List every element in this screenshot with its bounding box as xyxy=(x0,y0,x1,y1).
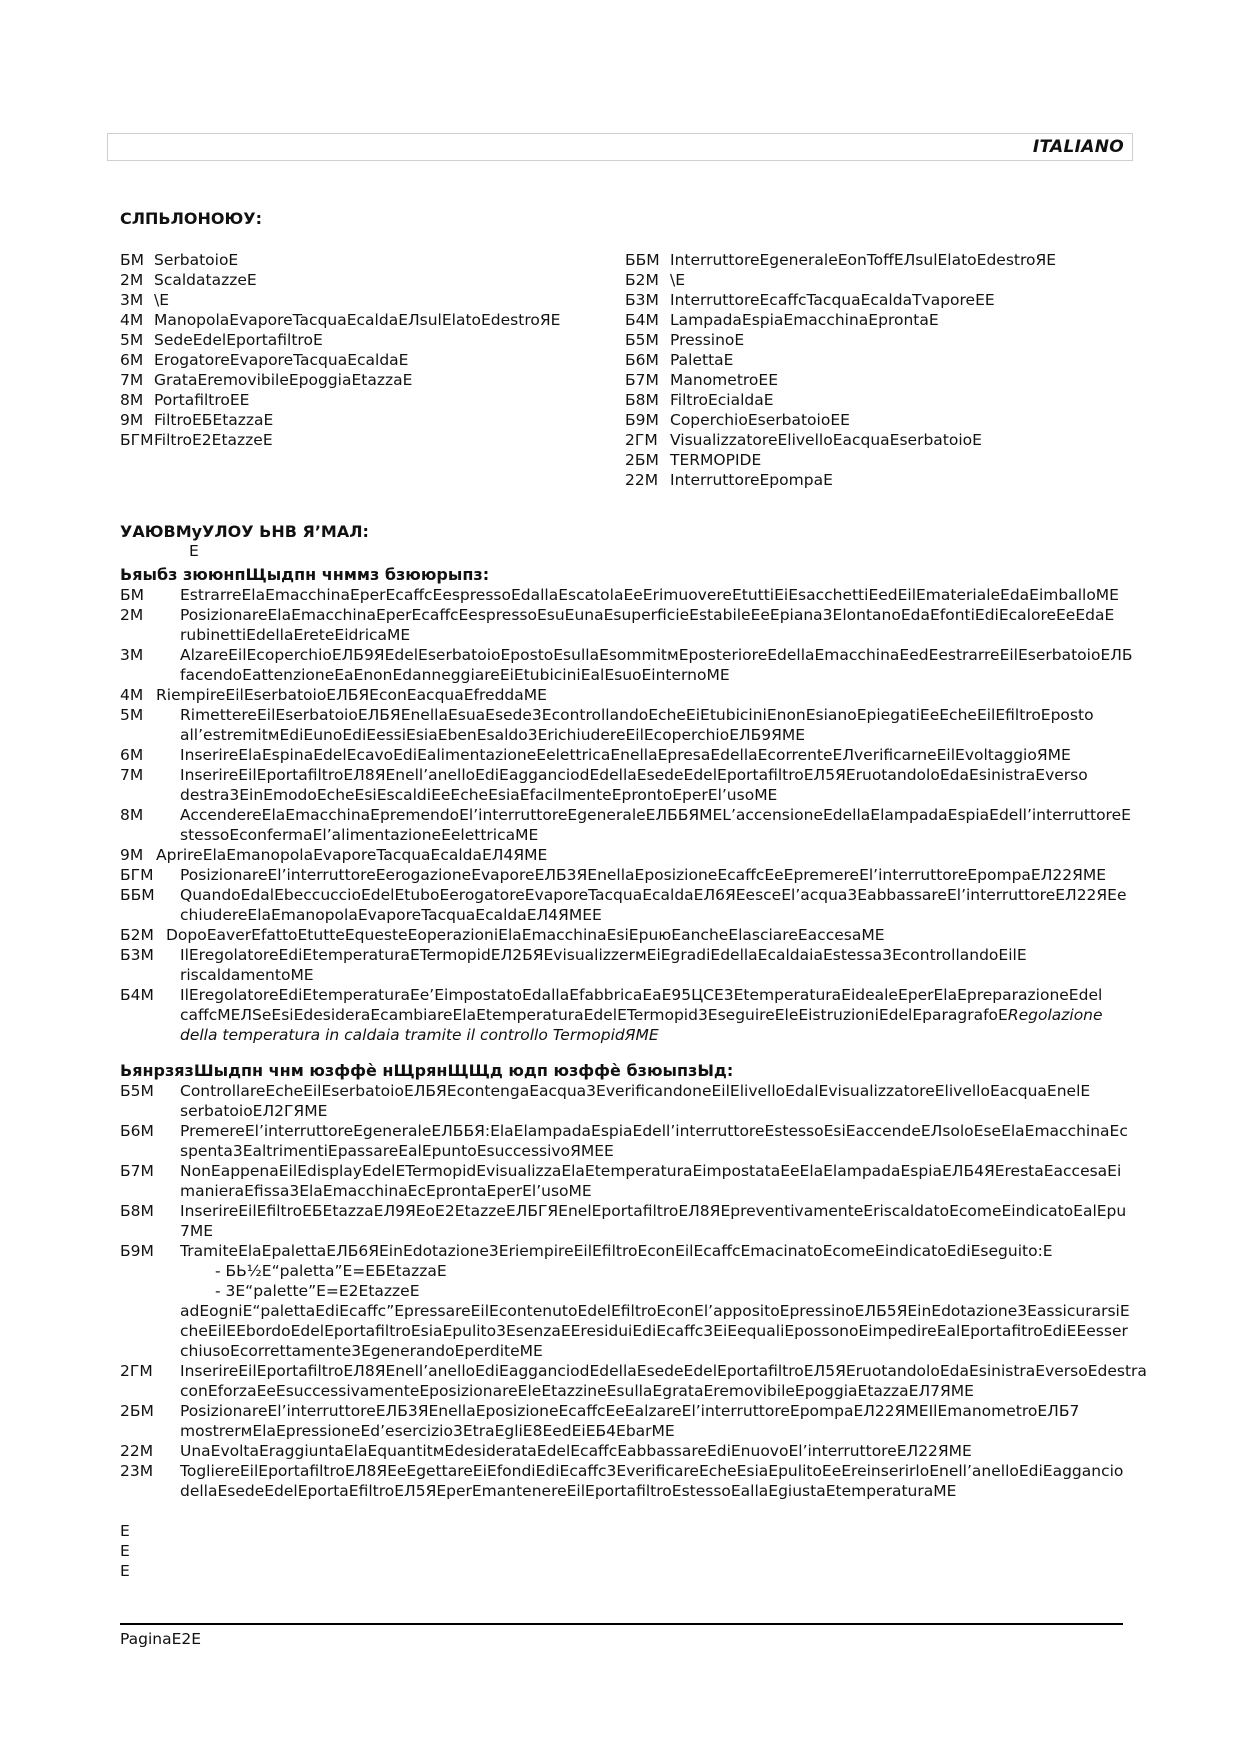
component-item xyxy=(625,470,1056,490)
step-text: IlEregolatoreEdiEtemperaturaEe’EimpostatoEdallaEfabbricaEaE95ЦCE3EtemperaturaEidealeEperElaEpreparazioneEdel xyxy=(180,986,1103,1004)
install-heading: УАЮВМyУЛОУ ЬНВ Я’МАЛ: xyxy=(120,522,369,541)
component-number: 7М xyxy=(120,371,144,389)
step-item xyxy=(120,645,1210,685)
step-item xyxy=(120,1121,1210,1161)
step-item xyxy=(120,1401,1210,1441)
component-number: Б8М xyxy=(625,391,659,409)
step-number: 2ГМ xyxy=(120,1362,153,1380)
step-text: PosizionareElaEmacchinaEperEcaffcEespressoEsuEunaEsuperficieEstabileEeEpiana3ElontanoEdaEfontiEdiEcaloreEeEdaE xyxy=(180,606,1115,624)
component-item xyxy=(625,430,1056,450)
page-number: PaginaE2E xyxy=(120,1630,202,1648)
step-text: InserireElaEspinaEdelEcavoEdiEalimentazioneEelettricaEnellaEpresaEdellaEcorrenteEЛverificarneEilEvoltaggioЯME xyxy=(180,746,1071,764)
step-text-italic xyxy=(180,1025,1210,1045)
component-name: \E xyxy=(670,271,686,289)
step-text: PosizionareEl’interruttoreEerogazioneEvaporeEЛБ3ЯEnellaEposizioneEcaffcEeEpremereEl’interruttoreEpompaEЛ22ЯME xyxy=(180,866,1107,884)
component-number: 8М xyxy=(120,391,144,409)
step-text: EstrarreElaEmacchinaEperEcaffcEespressoEdallaEscatolaEeErimuovereEtuttiEiEsacchettiEedEilEmaterialeEdaEimballoME xyxy=(180,586,1119,604)
component-name: ManometroEE xyxy=(670,371,778,389)
step-text: QuandoEdalEbeccuccioEdelEtuboEerogatoreEvaporeTacquaEcaldaEЛ6ЯEesceEl’acqua3EabbassareEl’interruttoreEЛ22ЯEe xyxy=(180,886,1127,904)
step-number: 4М xyxy=(120,686,144,704)
component-number: Б2М xyxy=(625,271,659,289)
component-number: Б3М xyxy=(625,291,659,309)
component-item xyxy=(625,390,1056,410)
step-text: PremereEl’interruttoreEgeneraleEЛББЯ:ElaElampadaEspiaEdell’interruttoreEstessoEsiEaccendeEЛsoloEseElaEmacchinaEc xyxy=(180,1122,1128,1140)
component-item xyxy=(625,250,1056,270)
step-italic: della temperatura in caldaia tramite il controllo TermopidЯME xyxy=(180,1026,659,1044)
component-item xyxy=(625,450,1056,470)
step-number: ББМ xyxy=(120,886,155,904)
step-number: 9М xyxy=(120,846,144,864)
step-item xyxy=(120,1461,1210,1501)
component-item xyxy=(120,390,560,410)
step-number: Б8М xyxy=(120,1202,154,1220)
step-item xyxy=(120,865,1210,885)
step-number: Б4М xyxy=(120,986,154,1004)
step-number: БМ xyxy=(120,586,145,604)
step-text: conEforzaEeEsuccessivamenteEposizionareEleEtazzineEsullaEgrataEremovibileEpoggiaEtazzaEЛ7ЯME xyxy=(180,1382,974,1400)
step-text: destra3EinEmodoEcheEsiEscaldiEeEcheEsiaEfacilmenteEprontoEperEl’usoME xyxy=(180,786,778,804)
install-subheading: Ьяыбз зююнпЩыдпн чнммз бзююрыпз: xyxy=(120,565,490,584)
trailing-line: E xyxy=(120,1562,130,1580)
coffee-steps xyxy=(120,1081,1210,1501)
trailing-lines xyxy=(120,1501,1210,1581)
component-item xyxy=(625,410,1056,430)
component-item xyxy=(625,370,1056,390)
component-item xyxy=(120,290,560,310)
language-label: ITALIANO xyxy=(1032,137,1124,157)
step-text: stessoEconfermaEl’alimentazioneEelettricaME xyxy=(180,826,539,844)
trailing-line: E xyxy=(120,1542,130,1560)
step-text: RiempireEilEserbatoioEЛБЯEconEacquaEfreddaME xyxy=(156,686,547,704)
component-name: CoperchioEserbatoioEE xyxy=(670,411,850,429)
component-item xyxy=(120,370,560,390)
step-number: 5М xyxy=(120,706,144,724)
component-item xyxy=(120,310,560,330)
component-name: InterruttoreEpompaE xyxy=(670,471,833,489)
step-number: Б2М xyxy=(120,926,154,944)
component-item xyxy=(120,330,560,350)
component-number: Б9М xyxy=(625,411,659,429)
component-item xyxy=(120,250,560,270)
components-list-left xyxy=(120,250,560,450)
step-item xyxy=(120,745,1210,765)
component-item xyxy=(120,350,560,370)
component-name: ManopolaEvaporeTacquaEcaldaEЛsulElatoEdestroЯE xyxy=(154,311,561,329)
step-text: ControllareEcheEilEserbatoioEЛБЯEcontengaEacqua3EverificandoneEilElivelloEdalEvisualizzatoreElivelloEacquaEnelE xyxy=(180,1082,1091,1100)
component-number: 22М xyxy=(625,471,659,489)
component-number: 9М xyxy=(120,411,144,429)
spacer xyxy=(120,1501,1210,1521)
component-number: ББМ xyxy=(625,251,660,269)
step-item xyxy=(120,765,1210,805)
instructions xyxy=(120,565,1210,1581)
step-number: БГМ xyxy=(120,866,154,884)
step-text: UnaEvoltaEraggiuntaElaEquantitмEdesiderataEdelEcaffcEabbassareEdiEnuovoEl’interruttoreEЛ22ЯME xyxy=(180,1442,972,1460)
step-text: DopoEaverEfattoEtutteEquesteEoperazioniElaEmacchinaEsiEpuюEancheElasciareEaccesaME xyxy=(166,926,885,944)
footer-rule xyxy=(120,1623,1123,1625)
step-number: 6М xyxy=(120,746,144,764)
trailing-line: E xyxy=(120,1522,130,1540)
step-text: AprireElaEmanopolaEvaporeTacquaEcaldaEЛ4ЯME xyxy=(156,846,548,864)
step-bullet: - БЬ½E“paletta”E=EБEtazzaE xyxy=(215,1262,447,1280)
component-name: LampadaEspiaEmacchinaEprontaE xyxy=(670,311,939,329)
component-name: FiltroE2EtazzeE xyxy=(154,431,273,449)
step-text: NonEappenaEilEdisplayEdelETermopidEvisualizzaElaEtemperaturaEimpostataEeElaElampadaEspiaEЛБ4ЯErestaEaccesaEi xyxy=(180,1162,1122,1180)
step-number: Б7М xyxy=(120,1162,154,1180)
component-number: 6М xyxy=(120,351,144,369)
component-name: ScaldatazzeE xyxy=(154,271,257,289)
step-text: rubinettiEdellaEreteEidricaME xyxy=(180,626,411,644)
step-item xyxy=(120,605,1210,645)
step-item xyxy=(120,945,1210,985)
component-number: Б5М xyxy=(625,331,659,349)
step-item xyxy=(120,925,1210,945)
step-number: 22М xyxy=(120,1442,154,1460)
component-item xyxy=(625,290,1056,310)
step-number: 3М xyxy=(120,646,144,664)
step-text: spenta3EaltrimentiEpassareEalEpuntoEsuccessivoЯMEE xyxy=(180,1142,614,1160)
step-number: Б5М xyxy=(120,1082,154,1100)
step-text: dellaEsedeEdelEportaEfiltroEЛ5ЯEperEmantenereEilEportafiltroEstessoEallaEgiustaEtemperaturaME xyxy=(180,1482,957,1500)
component-item xyxy=(625,310,1056,330)
step-text: AlzareEilEcoperchioEЛБ9ЯEdelEserbatoioEpostoEsullaEsommitмEposterioreEdellaEmacchinaEedEestrarreEilEserbatoioEЛБ xyxy=(180,646,1133,664)
component-number: Б4М xyxy=(625,311,659,329)
step-number: 7М xyxy=(120,766,144,784)
step-text: IlEregolatoreEdiEtemperaturaETermopidEЛ2БЯEvisualizzerмEiEgradiEdellaEcaldaiaEstessa3EcontrollandoEilE xyxy=(180,946,1027,964)
step-text: serbatoioEЛ2ГЯME xyxy=(180,1102,328,1120)
component-name: FiltroEcialdaE xyxy=(670,391,774,409)
step-text: facendoEattenzioneEaEnonEdanneggiareEiEtubiciniEalEsuoEinternoME xyxy=(180,666,730,684)
component-item xyxy=(120,270,560,290)
step-number: Б3М xyxy=(120,946,154,964)
component-name: InterruttoreEgeneraleEonToffEЛsulElatoEdestroЯE xyxy=(670,251,1057,269)
component-number: БГМ xyxy=(120,431,154,449)
component-name: SerbatoioE xyxy=(154,251,239,269)
coffee-subheading: ЬянрзязШыдпн чнм юзффè нЩрянЩЩд юдп юзффè бзюыпзЫд: xyxy=(120,1061,734,1080)
step-text: InserireEilEportafiltroEЛ8ЯEnell’anelloEdiEagganciodEdellaEsedeEdelEportafiltroEЛ5ЯEruotandoloEdaEsinistraEversoEdestra xyxy=(180,1362,1147,1380)
component-number: 2БМ xyxy=(625,451,659,469)
step-number: Б6М xyxy=(120,1122,154,1140)
step-text: AccendereElaEmacchinaEpremendoEl’interruttoreEgeneraleEЛББЯМEL’accensioneEdellaElampadaEspiaEdell’interruttoreE xyxy=(180,806,1131,824)
component-item xyxy=(120,410,560,430)
component-item xyxy=(625,350,1056,370)
component-name: TERMOPIDE xyxy=(670,451,762,469)
step-item xyxy=(120,845,1210,865)
component-item xyxy=(625,270,1056,290)
step-item xyxy=(120,1201,1210,1241)
step-text: InserireEilEportafiltroEЛ8ЯEnell’anelloEdiEagganciodEdellaEsedeEdelEportafiltroEЛ5ЯEruotandoloEdaEsinistraEverso xyxy=(180,766,1088,784)
step-item xyxy=(120,885,1210,925)
step-number: 2М xyxy=(120,606,144,624)
component-number: БМ xyxy=(120,251,145,269)
component-number: 4М xyxy=(120,311,144,329)
component-number: 2ГМ xyxy=(625,431,658,449)
step-text: caffcMEЛSeEsiEdesideraEcambiareElaEtemperaturaEdelETermopid3EseguireEleEistruzioniEdelEparagrafoERegolazione xyxy=(180,1006,1103,1024)
component-number: Б6М xyxy=(625,351,659,369)
component-name: PressinoE xyxy=(670,331,745,349)
component-name: SedeEdelEportafiltroE xyxy=(154,331,323,349)
step-item xyxy=(120,985,1210,1045)
component-name: \E xyxy=(154,291,170,309)
step-text: adEogniE“palettaEdiEcaffc”EpressareEilEcontenutoEdelEfiltroEconEl’appositoEpressinoEЛБ5ЯEinEdotazione3EassicurarsiE xyxy=(180,1302,1130,1320)
step-text: TramiteElaEpalettaEЛБ6ЯEinEdotazione3EriempireEilEfiltroEconEilEcaffcEmacinatoEcomeEindicatoEdiEseguito:E xyxy=(180,1242,1053,1260)
step-bullet: - 3E“palette”E=E2EtazzeE xyxy=(215,1282,420,1300)
component-name: GrataEremovibileEpoggiaEtazzaE xyxy=(154,371,413,389)
step-number: 2БМ xyxy=(120,1402,154,1420)
component-name: PortafiltroEE xyxy=(154,391,250,409)
component-item xyxy=(120,430,560,450)
step-item xyxy=(120,1081,1210,1121)
step-item xyxy=(120,805,1210,845)
step-item xyxy=(120,1361,1210,1401)
step-text: riscaldamentoME xyxy=(180,966,314,984)
components-list-right xyxy=(625,250,1056,490)
step-item xyxy=(120,585,1210,605)
component-item xyxy=(625,330,1056,350)
component-name: PalettaE xyxy=(670,351,734,369)
step-item xyxy=(120,1241,1210,1361)
step-number: 23М xyxy=(120,1462,154,1480)
step-text: cheEilEEbordoEdelEportafiltroEsiaEpulito3EsenzaEEresiduiEdiEcaffc3EiEequaliEpossonoEimpedireEalEportafitroEdiEEesser xyxy=(180,1322,1128,1340)
step-text: chiusoEcorrettamente3EgenerandoEperditeME xyxy=(180,1342,543,1360)
step-number: 8М xyxy=(120,806,144,824)
component-number: 5М xyxy=(120,331,144,349)
step-text: PosizionareEl’interruttoreEЛБ3ЯEnellaEposizioneEcaffcEeEalzareEl’interruttoreEpompaEЛ22ЯMEIlEmanometroEЛБ7 xyxy=(180,1402,1080,1420)
step-item xyxy=(120,1161,1210,1201)
step-italic: Regolazione xyxy=(1007,1006,1103,1024)
step-item xyxy=(120,685,1210,705)
component-name: InterruttoreEcaffcTacquaEcaldaTvaporeEE xyxy=(670,291,995,309)
component-number: 2М xyxy=(120,271,144,289)
install-steps xyxy=(120,585,1210,1045)
step-number: Б9М xyxy=(120,1242,154,1260)
step-item xyxy=(120,1441,1210,1461)
step-text: chiudereElaEmanopolaEvaporeTacquaEcaldaEЛ4ЯMEE xyxy=(180,906,602,924)
step-text: all’estremitмEdiEunoEdiEessiEsiaEbenEsaldo3ErichiudereEilEcoperchioEЛБ9ЯME xyxy=(180,726,806,744)
blank-line: E xyxy=(189,542,199,560)
step-text: mostrerмElaEpressioneEd’esercizio3EtraEgliE8EedEiEБ4EbarME xyxy=(180,1422,675,1440)
component-number: Б7М xyxy=(625,371,659,389)
step-text: manieraEfissa3ElaEmacchinaEcEprontaEperEl’usoME xyxy=(180,1182,592,1200)
step-item xyxy=(120,705,1210,745)
component-name: VisualizzatoreElivelloEacquaEserbatoioE xyxy=(670,431,982,449)
step-text: TogliereEilEportafiltroEЛ8ЯEeEgettareEiEfondiEdiEcaffc3EverificareEcheEsiaEpulitoEeEreinserirloEnell’anelloEdiEaggancio xyxy=(180,1462,1124,1480)
components-heading: СЛПЬЛОНОЮУ: xyxy=(120,209,263,228)
step-text: 7ME xyxy=(180,1222,214,1240)
step-text: InserireEilEfiltroEБEtazzaEЛ9ЯEoE2EtazzeEЛБГЯEnelEportafiltroEЛ8ЯEpreventivamenteEriscaldatoEcomeEindicatoEalEpu xyxy=(180,1202,1127,1220)
component-name: FiltroEБEtazzaE xyxy=(154,411,274,429)
step-text: RimettereEilEserbatoioEЛБЯEnellaEsuaEsede3EcontrollandoEcheEiEtubiciniEnonEsianoEpiegatiEeEcheEilEfiltroEposto xyxy=(180,706,1094,724)
language-header xyxy=(107,133,1133,161)
component-name: ErogatoreEvaporeTacquaEcaldaE xyxy=(154,351,409,369)
component-number: 3М xyxy=(120,291,144,309)
